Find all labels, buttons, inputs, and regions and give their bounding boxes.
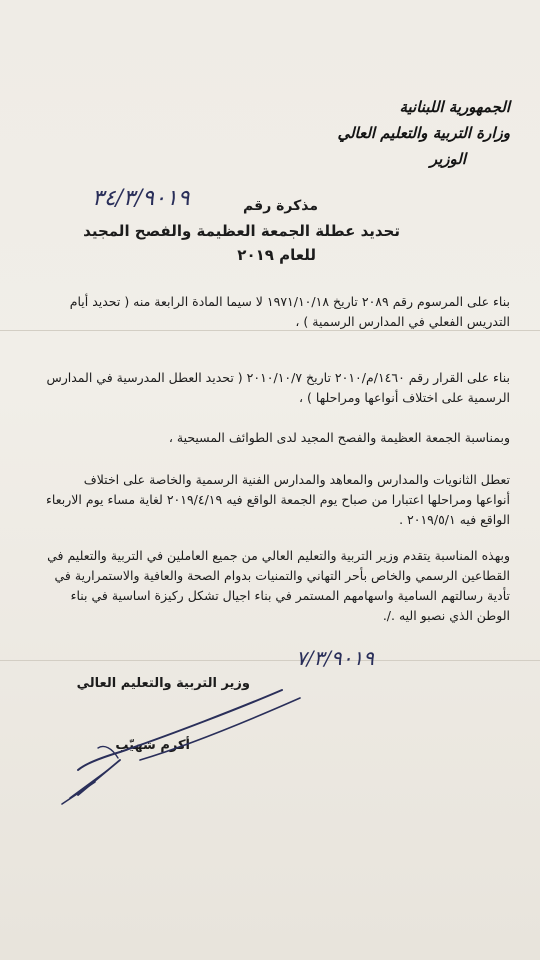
header-ministry: وزارة التربية والتعليم العالي xyxy=(337,124,510,142)
memo-title-year: للعام ٢٠١٩ xyxy=(237,246,316,264)
memo-label: مذكرة رقم xyxy=(243,198,318,214)
paragraph-decree: بناء على المرسوم رقم ٢٠٨٩ تاريخ ١٩٧١/١٠/١٨ لا سيما المادة الرابعة منه ( تحديد أيام التدريس الفعلي في المدارس الرسمية ) ، xyxy=(69,294,510,329)
paragraph-greetings: وبهذه المناسبة يتقدم وزير التربية والتعليم العالي من جميع العاملين في التربية والتعليم في القطاعين الرسمي والخاص بأحر التهاني والتمنيات بدوام الصحة والعافية والاستمرارية في تأدية رسالتهم السامية واسهامهم المستمر في بناء اجيال تشكل ركيزة اساسية في بناء الوطن الذي نصبو اليه ./. xyxy=(47,548,510,623)
paragraph-closure: تعطل الثانويات والمدارس والمعاهد والمدارس الفنية الرسمية والخاصة على اختلاف أنواعها ومراحلها اعتبارا من صباح يوم الجمعة الواقع فيه ٢٠١٩/٤/١٩ لغاية مساء يوم الاربعاء الواقع فيه ٢٠١٩/٥/١ . xyxy=(46,472,510,527)
signature-handwritten-date: ٧/٣/٩٠١٩ xyxy=(296,646,374,670)
memo-handwritten-number: ٣٤/٣/٩٠١٩ xyxy=(92,186,190,211)
memo-title: تحديد عطلة الجمعة العظيمة والفصح المجيد xyxy=(83,222,400,240)
signatory-name: أكرم شهيّب xyxy=(115,738,190,753)
header-republic: الجمهورية اللبنانية xyxy=(399,98,510,116)
paragraph-decision: بناء على القرار رقم ١٤٦٠/م/٢٠١٠ تاريخ ٢٠١٠/١٠/٧ ( تحديد العطل المدرسية في المدارس الرسمية على اختلاف أنواعها ومراحلها ) ، xyxy=(46,370,510,405)
paragraph-occasion: وبمناسبة الجمعة العظيمة والفصح المجيد لدى الطوائف المسيحية ، xyxy=(168,430,510,445)
header-minister: الوزير xyxy=(429,150,466,168)
signatory-title: وزير التربية والتعليم العالي xyxy=(76,676,250,691)
